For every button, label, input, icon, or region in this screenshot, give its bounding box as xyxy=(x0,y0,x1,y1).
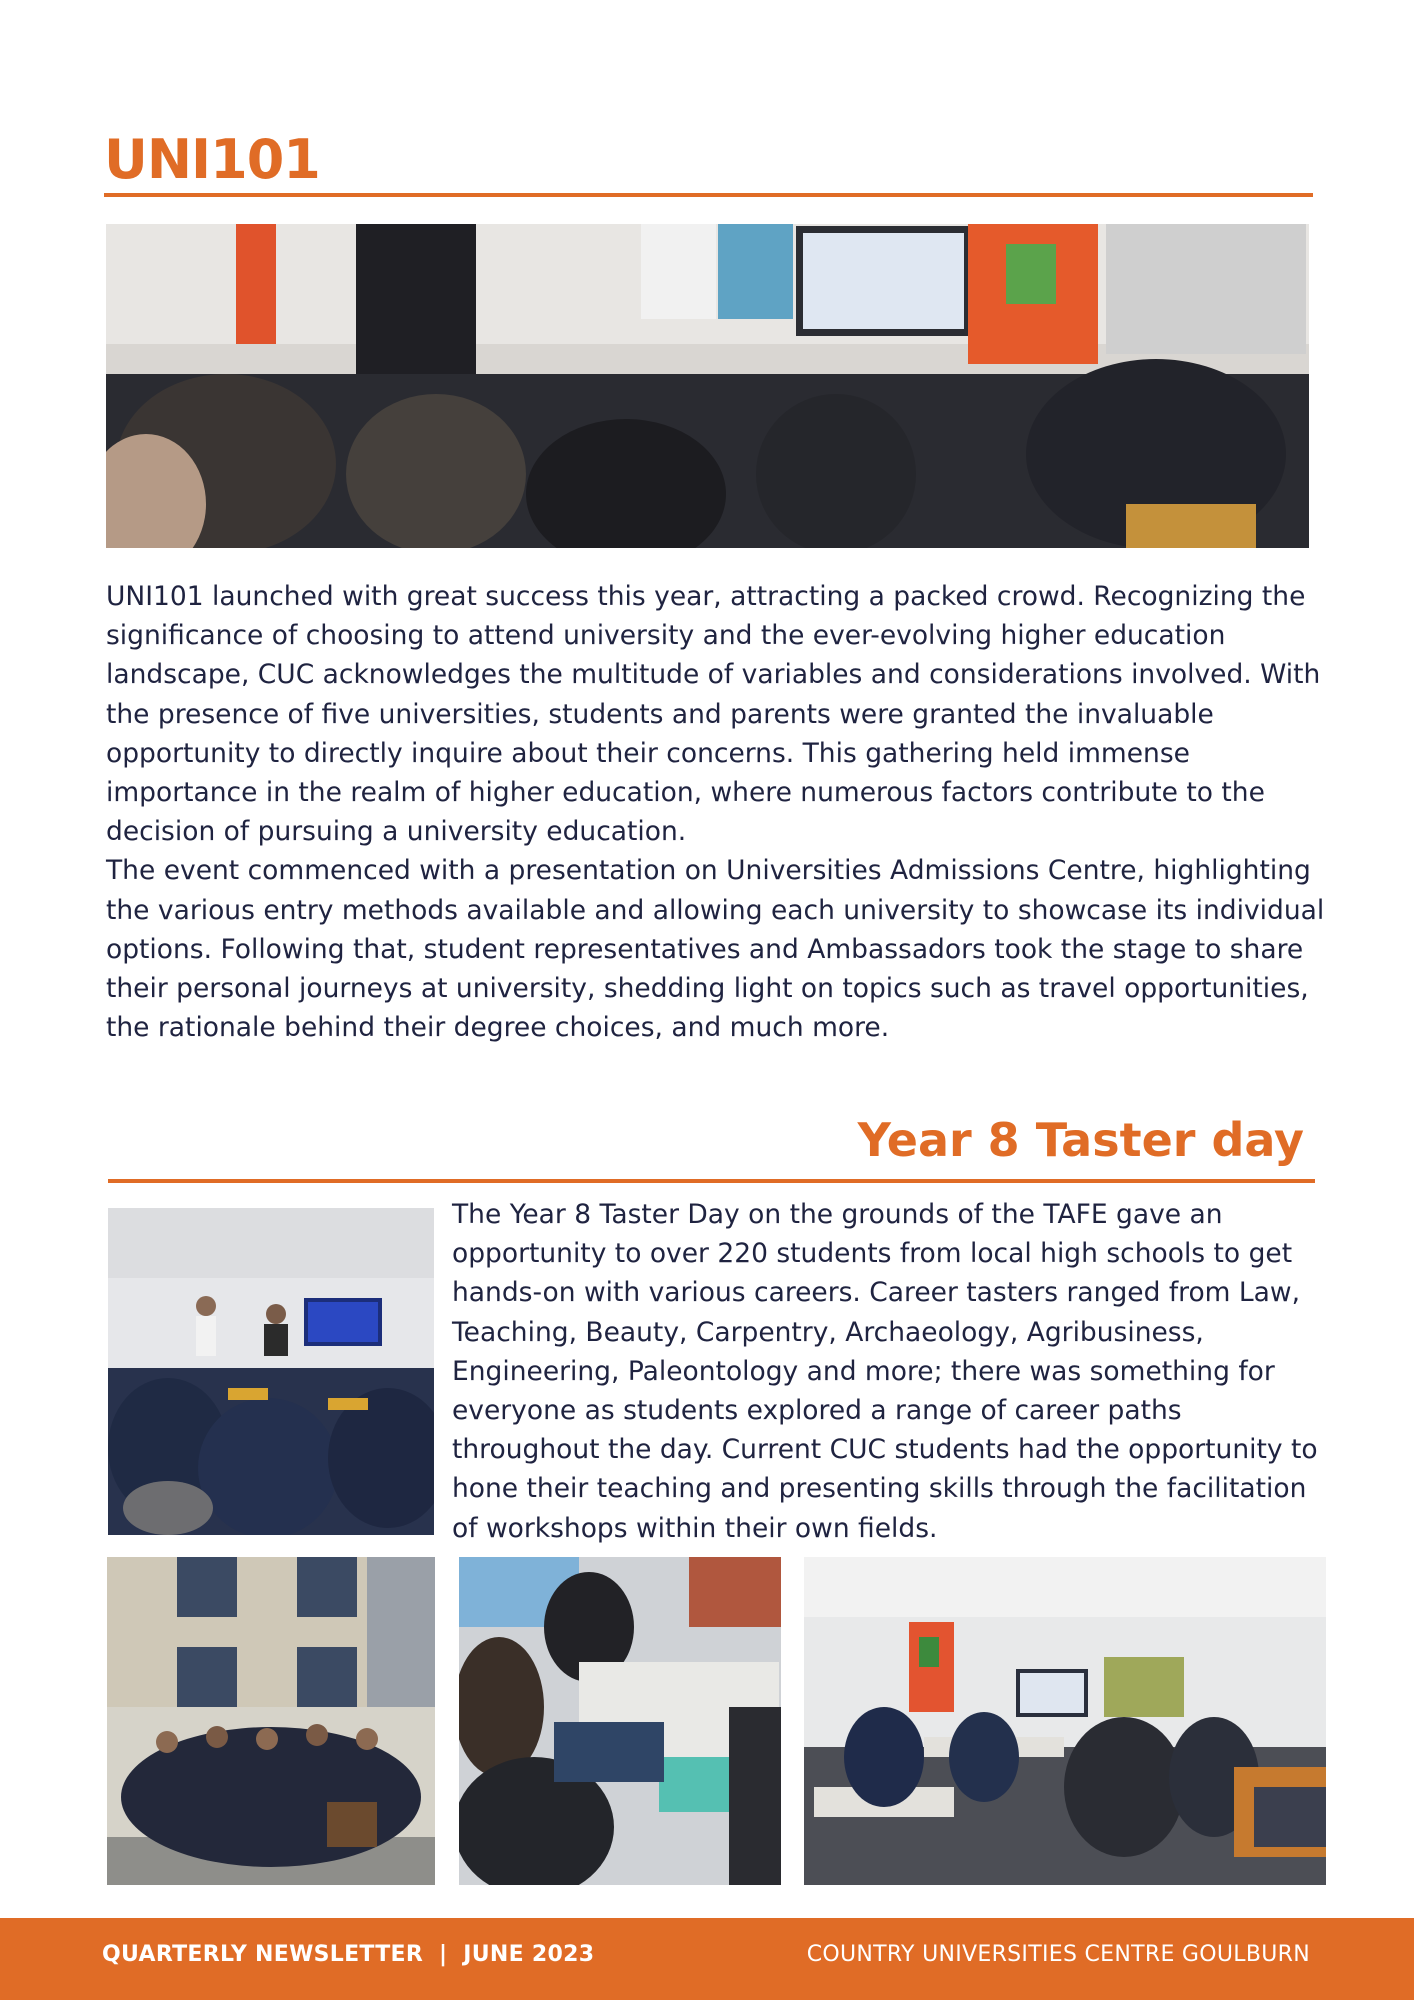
footer-bar xyxy=(0,1918,1414,2000)
uni101-body xyxy=(106,577,1326,1047)
uni101-paragraph-1: UNI101 launched with great success this year, attracting a packed crowd. Recognizing the significance of choosing to attend university and the ever-evolving higher education landscape, CUC acknowledges the multitude of variables and considerations involved. With the presence of five universities, students and parents were granted the invaluable opportunity to directly inquire about their concerns. This gathering held immense importance in the realm of higher education, where numerous factors contribute to the decision of pursuing a university education. xyxy=(106,581,1321,848)
year8-group-photo xyxy=(107,1557,435,1885)
uni101-audience-photo xyxy=(106,224,1309,548)
title-divider xyxy=(104,193,1313,197)
section-title-year8: Year 8 Taster day xyxy=(857,1113,1304,1167)
year8-classroom-photo xyxy=(108,1208,434,1535)
footer-newsletter-label: QUARTERLY NEWSLETTER | JUNE 2023 xyxy=(102,1942,595,1967)
year8-body: The Year 8 Taster Day on the grounds of the TAFE gave an opportunity to over 220 students from local high schools to get hands-on with various careers. Career tasters ranged from Law, Teaching, Beauty, Carpentry, Archaeology, Agribusiness, Engineering, Paleontology and more; there was something for everyone as students explored a range of career paths throughout the day. Current CUC students had the opportunity to hone their teaching and presenting skills through the facilitation of workshops within their own fields. xyxy=(452,1199,1318,1544)
section-title-uni101: UNI101 xyxy=(104,128,320,191)
uni101-paragraph-2: The event commenced with a presentation on Universities Admissions Centre, highlighting the various entry methods available and allowing each university to showcase its individual options. Following that, student representatives and Ambassadors took the stage to share their personal journeys at university, shedding light on topics such as travel opportunities, the rationale behind their degree choices, and much more. xyxy=(106,855,1325,1044)
title-divider xyxy=(108,1179,1315,1183)
year8-workshop-photo xyxy=(459,1557,781,1885)
footer-organization: COUNTRY UNIVERSITIES CENTRE GOULBURN xyxy=(806,1942,1310,1967)
year8-classroom-wide-photo xyxy=(804,1557,1326,1885)
